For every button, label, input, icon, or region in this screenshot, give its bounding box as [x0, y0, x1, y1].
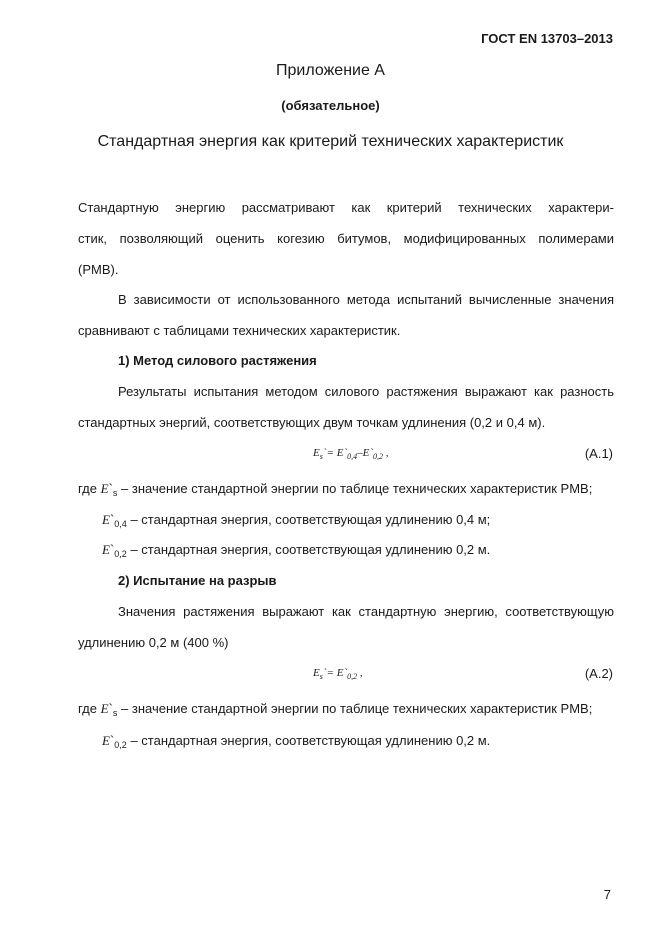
equation-a1-number: (А.1) [584, 446, 613, 461]
where-1: где $E`_s$ – значение стандартной энергии по таблице технических характеристик PMB; [78, 481, 593, 498]
equation-a2-number: (А.2) [584, 666, 613, 681]
annex-title: Приложение А [276, 62, 385, 79]
equation-a2: $E_s`=$ $E`_{0,2}$ , [313, 667, 363, 681]
section-1-heading: 1) Метод силового растяжения [118, 353, 317, 368]
annex-heading: Стандартная энергия как критерий технических характеристик [97, 133, 564, 150]
paragraph-2-line-2: сравнивают с таблицами технических характеристик. [78, 323, 401, 338]
document-code: ГОСТ EN 13703–2013 [481, 31, 613, 46]
section-2-line-1: Значения растяжения выражают как стандартную энергию, соответствующую [118, 604, 614, 619]
equation-a1: $E_s`=$ $E`_{0,4}-E`_{0,2}$ , [313, 447, 389, 461]
paragraph-1-line-3: (PMB). [78, 262, 119, 277]
definition-e04: $E`_{0,4}$ – стандартная энергия, соответствующая удлинению 0,4 м; [102, 512, 491, 529]
paragraph-2-line-1: В зависимости от использованного метода испытаний вычисленные значения [118, 292, 614, 307]
paragraph-1-line-2: стик, позволяющий оценить когезию битумов, модифицированных полимерами [78, 231, 614, 246]
definition-e02-2: $E`_{0,2}$ – стандартная энергия, соответствующая удлинению 0,2 м. [102, 733, 491, 750]
paragraph-1-line-1: Стандартную энергию рассматривают как критерий технических характери- [78, 200, 614, 215]
definition-e02: $E`_{0,2}$ – стандартная энергия, соответствующая удлинению 0,2 м. [102, 542, 491, 559]
section-2-line-2: удлинению 0,2 м (400 %) [78, 635, 229, 650]
page-number: 7 [603, 887, 611, 902]
annex-status: (обязательное) [281, 98, 380, 113]
section-1-line-1: Результаты испытания методом силового растяжения выражают как разность [118, 384, 614, 399]
section-1-line-2: стандартных энергий, соответствующих двум точкам удлинения (0,2 и 0,4 м). [78, 415, 546, 430]
section-2-heading: 2) Испытание на разрыв [118, 573, 277, 588]
where-2: где $E`_s$ – значение стандартной энергии по таблице технических характеристик PMB; [78, 701, 593, 718]
